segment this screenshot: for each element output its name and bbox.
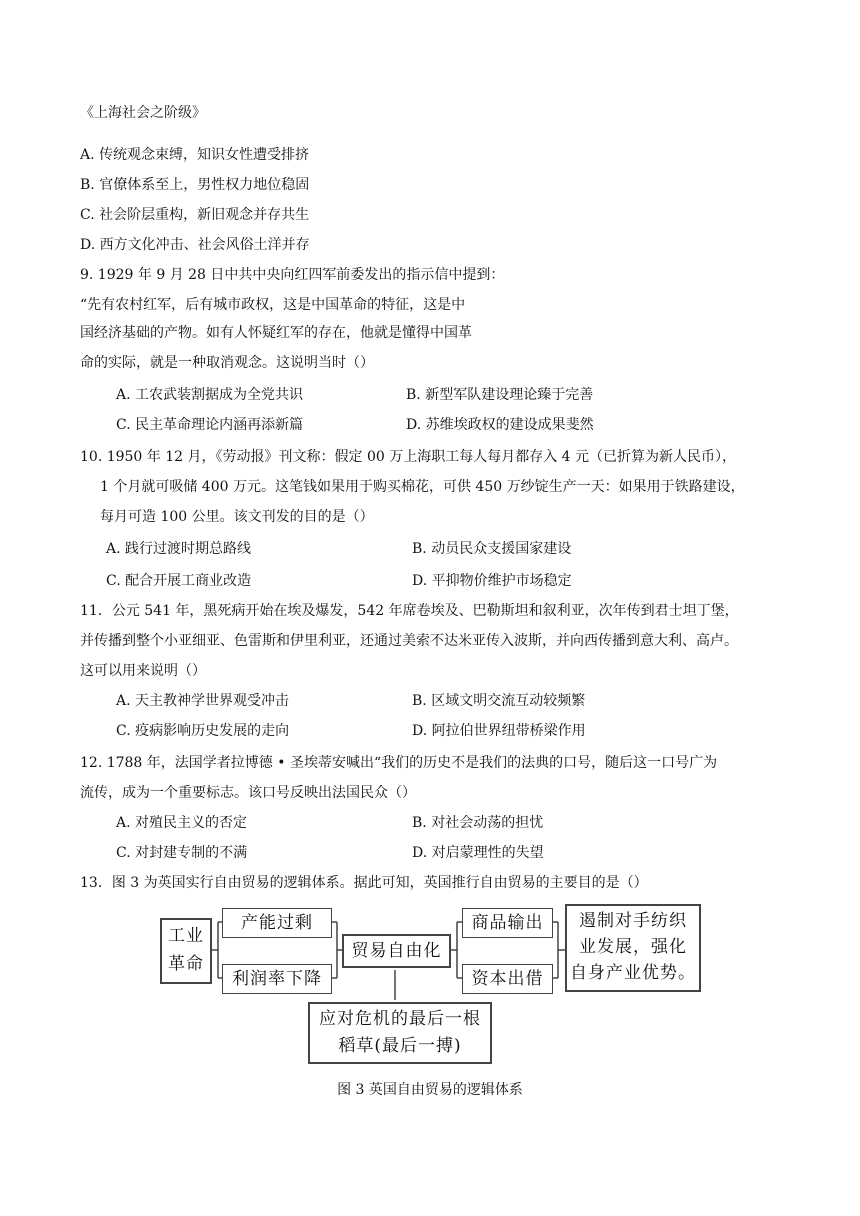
- q11-option-c: C. 疫病影响历史发展的走向: [116, 723, 290, 739]
- q9-option-a: A. 工农武装割据成为全党共识: [116, 387, 304, 403]
- q8-source: 《上海社会之阶级》: [80, 105, 206, 121]
- q9-stem-line2: “先有农村红军，后有城市政权，这是中国革命的特征，这是中: [80, 297, 466, 313]
- industrial-revolution-box: [160, 918, 212, 984]
- q8-option-a: A. 传统观念束缚，知识女性遭受排挤: [80, 147, 310, 163]
- q8-option-c: C. 社会阶层重构，新旧观念并存共生: [80, 207, 310, 223]
- q12-stem-line2: 流传，成为一个重要标志。该口号反映出法国民众（）: [80, 785, 416, 801]
- goal-line1: 遏制对手纺织: [579, 911, 687, 931]
- crisis-box: [308, 1002, 492, 1064]
- q10-option-b: B. 动员民众支援国家建设: [412, 541, 572, 557]
- q10-option-d: D. 平抑物价维护市场稳定: [412, 573, 572, 589]
- q9-stem-line3: 国经济基础的产物。如有人怀疑红军的存在，他就是懂得中国革: [80, 325, 472, 341]
- goal-line2: 业发展，强化: [579, 937, 687, 957]
- goal-box: [565, 904, 701, 992]
- q11-stem-line2: 并传播到整个小亚细亚、色雷斯和伊里利亚，还通过美索不达米亚传入波斯，并向西传播到意大利、高卢。: [80, 633, 738, 649]
- diagram-caption: 图 3 英国自由贸易的逻辑体系: [337, 1082, 523, 1098]
- q9-option-b: B. 新型军队建设理论臻于完善: [406, 387, 594, 403]
- q11-stem-line1: 11．公元 541 年，黑死病开始在埃及爆发，542 年席卷埃及、巴勒斯坦和叙利亚，次年传到君士坦丁堡，: [80, 603, 739, 619]
- industrial-revolution-label-line1: 工业: [168, 926, 204, 946]
- q12-stem-line1: 12. 1788 年，法国学者拉博德 • 圣埃蒂安喊出“我们的历史不是我们的法典的口号，随后这一口号广为: [80, 755, 718, 771]
- q11-option-d: D. 阿拉伯世界纽带桥梁作用: [412, 723, 586, 739]
- q11-option-a: A. 天主教神学世界观受冲击: [116, 693, 290, 709]
- q10-stem-line3: 每月可造 100 公里。该文刊发的目的是（）: [100, 509, 374, 525]
- goal-line3: 自身产业优势。: [570, 963, 696, 983]
- capital-export-box: 资本出借: [462, 964, 553, 994]
- q9-option-c: C. 民主革命理论内涵再添新篇: [116, 417, 304, 433]
- crisis-line2: 稻草(最后一搏): [338, 1036, 462, 1056]
- commodity-export-box: 商品输出: [462, 908, 553, 938]
- q10-option-a: A. 践行过渡时期总路线: [106, 541, 252, 557]
- q10-stem-line1: 10. 1950 年 12 月，《劳动报》刊文称：假定 00 万上海职工每人每月都存入 4 元（已折算为新人民币），: [80, 449, 737, 465]
- q11-option-b: B. 区域文明交流互动较频繁: [412, 693, 586, 709]
- q11-stem-line3: 这可以用来说明（）: [80, 663, 206, 679]
- industrial-revolution-label-line2: 革命: [168, 954, 204, 974]
- q8-option-b: B. 官僚体系至上，男性权力地位稳固: [80, 177, 310, 193]
- free-trade-logic-diagram: [160, 900, 705, 1070]
- crisis-line1: 应对危机的最后一根: [319, 1009, 481, 1029]
- q9-option-d: D. 苏维埃政权的建设成果斐然: [406, 417, 594, 433]
- q12-option-c: C. 对封建专制的不满: [116, 845, 248, 861]
- q12-option-a: A. 对殖民主义的否定: [116, 815, 248, 831]
- q9-stem-line1: 9. 1929 年 9 月 28 日中共中央向红四军前委发出的指示信中提到：: [80, 267, 505, 283]
- q10-option-c: C. 配合开展工商业改造: [106, 573, 252, 589]
- q8-option-d: D. 西方文化冲击、社会风俗土洋并存: [80, 237, 310, 253]
- q10-stem-line2: 1 个月就可吸储 400 万元。这笔钱如果用于购买棉花，可供 450 万纱锭生产一天：如果用于铁路建设，: [100, 479, 745, 495]
- overcapacity-box: 产能过剩: [222, 908, 332, 938]
- q12-option-d: D. 对启蒙理性的失望: [412, 845, 544, 861]
- q12-option-b: B. 对社会动荡的担忧: [412, 815, 544, 831]
- q9-stem-line4: 命的实际，就是一种取消观念。这说明当时（）: [80, 355, 374, 371]
- free-trade-box: 贸易自由化: [342, 934, 451, 968]
- profit-decline-box: 利润率下降: [222, 964, 332, 994]
- q13-stem-line1: 13．图 3 为英国实行自由贸易的逻辑体系。据此可知，英国推行自由贸易的主要目的是（）: [80, 875, 648, 891]
